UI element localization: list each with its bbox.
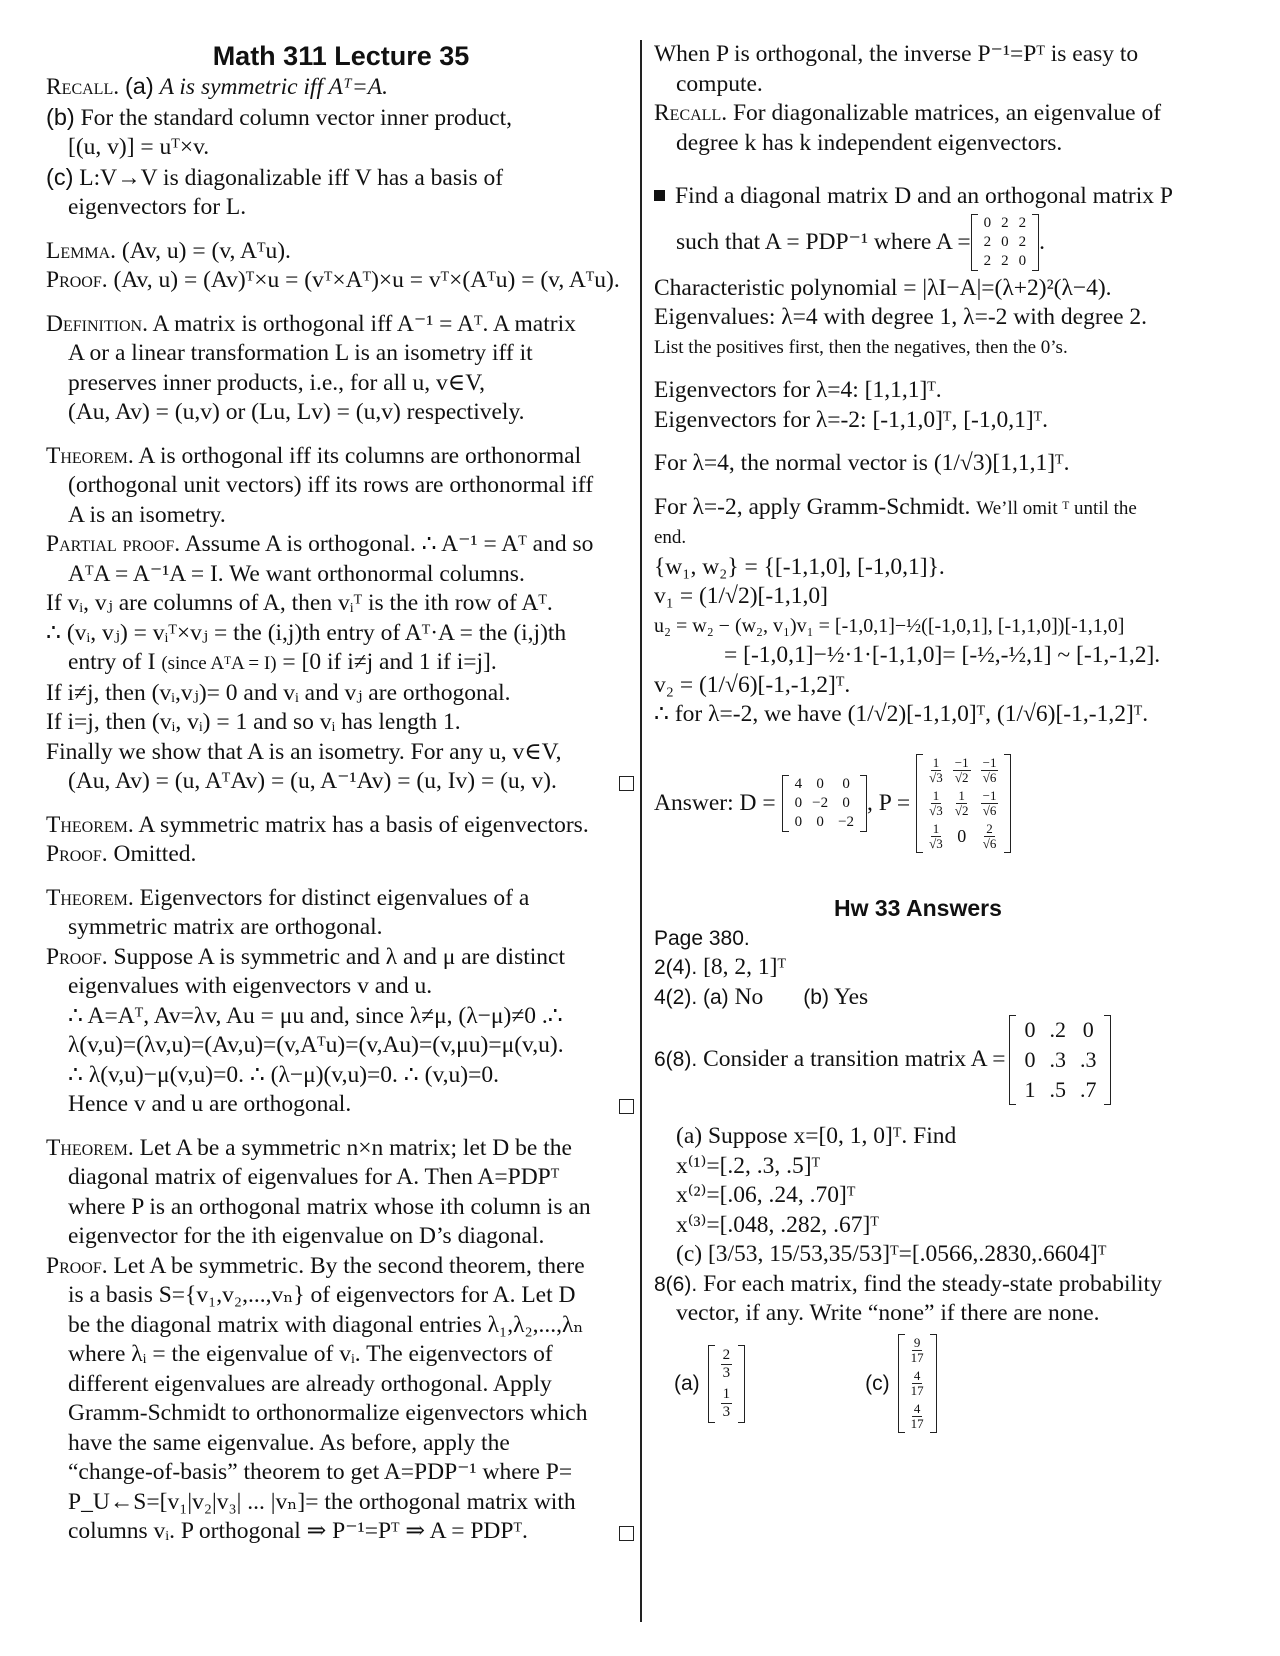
proof-line: Gramm-Schmidt to orthonormalize eigenvectors which	[68, 1400, 588, 1426]
hw-q6c: (c) [3/53, 15/53,35/53]ᵀ=[.0566,.2830,.6604]ᵀ	[676, 1241, 1107, 1267]
matrix-transition-cell: .5	[1049, 1077, 1066, 1102]
lemma: Lemma. (Av, u) = (v, Aᵀu).	[46, 237, 291, 264]
matrix-D-cell: 0	[842, 795, 850, 811]
vector-q8a-cell: $\frac{1}{3}$	[722, 1385, 731, 1420]
problem-statement: Find a diagonal matrix D and an orthogonal matrix P	[654, 182, 1254, 212]
hw-q2: 2(4). [8, 2, 1]ᵀ	[654, 954, 786, 980]
characteristic-polynomial: Characteristic polynomial = |λI−A|=(λ+2)²(λ−4).	[654, 274, 1112, 301]
proof-line: different eigenvalues are already orthogonal. Apply	[68, 1370, 552, 1397]
matrix-transition-cell: .3	[1079, 1047, 1097, 1072]
proof-line: ∴ A=Aᵀ, Av=λv, Au = μu and, since λ≠μ, (λ−μ)≠0 .∴	[68, 1002, 563, 1029]
matrix-D-cell: 0	[794, 795, 803, 811]
matrix-transition-cell: .3	[1049, 1047, 1066, 1072]
matrix-D-cell: 4	[794, 776, 803, 792]
matrix-P-cell: $\frac{2}{√6}$	[982, 821, 997, 851]
proof-line: (Au, Av) = (u, AᵀAv) = (u, A⁻¹Av) = (u, Iv) = (u, v).	[46, 767, 636, 797]
proof-line: ∴ (vᵢ, vⱼ) = vᵢᵀ×vⱼ = the (i,j)th entry of Aᵀ·A = the (i,j)th	[46, 619, 567, 646]
recall-diagonalizable: Recall. For diagonalizable matrices, an eigenvalue of	[654, 100, 1162, 126]
bullet-icon	[654, 190, 665, 201]
qed-box-icon	[619, 1099, 634, 1114]
eigenvectors-minus2: Eigenvectors for λ=-2: [-1,1,0]ᵀ, [-1,0,1]ᵀ.	[654, 406, 1049, 433]
matrix-A-cell: 0	[1001, 234, 1009, 250]
matrix-P-cell: $\frac{1}{√3}$	[929, 788, 943, 818]
left-column	[46, 40, 636, 1547]
text-line: end.	[654, 527, 687, 548]
hw-q8: 8(6). For each matrix, find the steady-state probability	[654, 1270, 1162, 1297]
proof-line: entry of I (since AᵀA = I) = [0 if i≠j and 1 if i=j].	[68, 649, 497, 675]
column-divider	[640, 40, 642, 1622]
matrix-P	[916, 754, 1011, 853]
matrix-transition-cell: .2	[1049, 1017, 1066, 1042]
proof-line: is a basis S={v₁,v₂,...,vₙ} of eigenvectors for A. Let D	[68, 1282, 576, 1308]
matrix-P-cell: $\frac{1}{√2}$	[954, 788, 969, 818]
proof-line: ∴ λ(v,u)−μ(v,u)=0. ∴ (λ−μ)(v,u)=0. ∴ (v,u)=0.	[68, 1061, 500, 1088]
v1-formula: v₁ = (1/√2)[-1,1,0]	[654, 583, 829, 609]
vector-q8c	[898, 1334, 937, 1433]
matrix-A-cell: 0	[983, 215, 992, 231]
proof-line: If vᵢ, vⱼ are columns of A, then vᵢᵀ is the ith row of Aᵀ.	[46, 590, 553, 616]
theorem-line: A is an isometry.	[68, 501, 226, 528]
proof-line: AᵀA = A⁻¹A = I. We want orthonormal columns.	[68, 560, 525, 587]
matrix-D-cell: −2	[838, 814, 855, 830]
hw-title: Hw 33 Answers	[834, 894, 1002, 921]
text-line: degree k has k independent eigenvectors.	[676, 129, 1063, 156]
matrix-transition-cell: 0	[1024, 1017, 1036, 1042]
q8c-tag: (c)	[865, 1371, 890, 1395]
v2-formula: v₂ = (1/√6)[-1,-1,2]ᵀ.	[654, 671, 851, 698]
theorem-proof: Proof. Let A be symmetric. By the second theorem, there	[46, 1252, 585, 1279]
matrix-P-cell: $\frac{-1}{√6}$	[982, 755, 997, 785]
matrix-P-cell: $\frac{1}{√3}$	[929, 821, 943, 851]
theorem-line: diagonal matrix of eigenvalues for A. Then A=PDPᵀ	[68, 1164, 560, 1190]
definition: Definition. A matrix is orthogonal iff A⁻¹ = Aᵀ. A matrix	[46, 310, 576, 337]
problem-matrix-line: such that A = PDP⁻¹ where A = 0 2 2 2 0 2 2 2 0 .	[676, 215, 1046, 269]
proof-line: “change-of-basis” theorem to get A=PDP⁻¹ where P=	[68, 1459, 573, 1485]
x2: x⁽²⁾=[.06, .24, .70]ᵀ	[676, 1182, 856, 1208]
matrix-A-cell: 2	[1001, 253, 1009, 269]
matrix-D-cell: 0	[816, 776, 824, 792]
right-column	[654, 40, 1254, 1439]
matrix-D-cell: 0	[842, 776, 850, 792]
matrix-transition	[1009, 1015, 1111, 1105]
matrix-A-cell: 2	[1001, 215, 1009, 231]
recall-c: (c) L:V→V is diagonalizable iff V has a basis of	[46, 163, 504, 191]
vector-q8c-cell: $\frac{4}{17}$	[910, 1401, 924, 1431]
matrix-A-cell: 2	[1018, 234, 1027, 250]
x1: x⁽¹⁾=[.2, .3, .5]ᵀ	[676, 1152, 821, 1179]
matrix-D-cell: −2	[812, 795, 829, 811]
theorem-line: symmetric matrix are orthogonal.	[68, 914, 383, 940]
page-title: Math 311 Lecture 35	[212, 41, 470, 71]
recall-c-cont: eigenvectors for L.	[68, 194, 247, 220]
proof-line: Finally we show that A is an isometry. For any u, v∈V,	[46, 738, 562, 765]
definition-line: preserves inner products, i.e., for all u, v∈V,	[68, 369, 486, 396]
definition-line: A or a linear transformation L is an isometry iff it	[68, 340, 533, 366]
hw-q6a: (a) Suppose x=[0, 1, 0]ᵀ. Find	[676, 1123, 957, 1149]
hw-q8-matrices	[654, 1329, 1254, 1439]
orthogonal-inverse-note: When P is orthogonal, the inverse P⁻¹=Pᵀ is easy to	[654, 41, 1139, 67]
qed-box-icon	[619, 1526, 634, 1541]
matrix-transition-cell: 0	[1082, 1017, 1094, 1042]
proof-line: where λᵢ = the eigenvalue of vᵢ. The eigenvectors of	[68, 1341, 553, 1367]
page-ref: Page 380.	[654, 926, 750, 950]
x3: x⁽³⁾=[.048, .282, .67]ᵀ	[676, 1211, 879, 1238]
proof-line: columns vᵢ. P orthogonal ⇒ P⁻¹=Pᵀ ⇒ A = PDPᵀ.	[46, 1517, 636, 1547]
matrix-A-cell: 2	[983, 253, 992, 269]
hw-q6-row	[654, 1012, 1254, 1108]
qed-box-icon	[619, 776, 634, 791]
q8a-tag: (a)	[674, 1371, 700, 1395]
proof-line: have the same eigenvalue. As before, apply the	[68, 1429, 510, 1456]
eigenvectors-4: Eigenvectors for λ=4: [1,1,1]ᵀ.	[654, 377, 942, 403]
proof-line: P_U←S=[v₁|v₂|v₃| ... |vₙ]= the orthogonal matrix with	[68, 1488, 576, 1515]
matrix-D-cell: 0	[794, 814, 803, 830]
matrix-P-cell: $\frac{-1}{√2}$	[954, 755, 969, 785]
theorem-line: where P is an orthogonal matrix whose ith column is an	[68, 1193, 591, 1220]
matrix-A-cell: 2	[1018, 215, 1027, 231]
proof-line: If i=j, then (vᵢ, vᵢ) = 1 and so vᵢ has length 1.	[46, 709, 461, 735]
lemma-proof: Proof. (Av, u) = (Av)ᵀ×u = (vᵀ×Aᵀ)×u = vᵀ×(Aᵀu) = (v, Aᵀu).	[46, 267, 620, 293]
vector-q8a-cell: $\frac{2}{3}$	[722, 1346, 731, 1381]
p-label: , P =	[867, 789, 911, 816]
theorem-orthogonal: Theorem. A is orthogonal iff its columns are orthonormal	[46, 442, 582, 469]
proof-line: If i≠j, then (vᵢ,vⱼ)= 0 and vᵢ and vⱼ are orthogonal.	[46, 679, 511, 706]
recall-a: Recall. (a) A is symmetric iff Aᵀ=A.	[46, 73, 388, 100]
proof-line: eigenvalues with eigenvectors v and u.	[68, 973, 433, 999]
u2-formula: u₂ = w₂ − (w₂, v₁)v₁ = [-1,0,1]−½([-1,0,1], [-1,1,0])[-1,1,0]	[654, 614, 1125, 637]
answer-label: Answer: D =	[654, 789, 776, 816]
matrix-transition-cell: 0	[1024, 1047, 1036, 1072]
matrix-P-cell: $\frac{-1}{√6}$	[982, 788, 997, 818]
matrix-A-cell: 0	[1018, 253, 1027, 269]
theorem-distinct-eigenvalues: Theorem. Eigenvectors for distinct eigenvalues of a	[46, 884, 530, 911]
proof-line: λ(v,u)=(λv,u)=(Av,u)=(v,Aᵀu)=(v,Au)=(v,μu)=μ(v,u).	[68, 1032, 564, 1058]
u2-simplified: = [-1,0,1]−½·1·[-1,1,0]= [-½,-½,1] ~ [-1,-1,2].	[724, 642, 1161, 668]
theorem-spectral: Theorem. Let A be a symmetric n×n matrix; let D be the	[46, 1134, 572, 1161]
eigenvector-result: ∴ for λ=-2, we have (1/√2)[-1,1,0]ᵀ, (1/√6)[-1,-1,2]ᵀ.	[654, 701, 1149, 727]
ordering-note: List the positives first, then the negatives, then the 0’s.	[654, 336, 1068, 358]
text-line: vector, if any. Write “none” if there are none.	[676, 1300, 1100, 1326]
vector-q8c-cell: $\frac{4}{17}$	[910, 1368, 924, 1398]
matrix-transition-cell: 1	[1024, 1077, 1036, 1102]
theorem-proof: Proof. Omitted.	[46, 841, 197, 867]
matrix-A-cell: 2	[983, 234, 992, 250]
theorem-proof: Proof. Suppose A is symmetric and λ and μ are distinct	[46, 943, 566, 970]
normal-vector-4: For λ=4, the normal vector is (1/√3)[1,1,1]ᵀ.	[654, 450, 1070, 476]
hw-q6: 6(8). Consider a transition matrix A =	[654, 1046, 1006, 1073]
theorem-line: eigenvector for the ith eigenvalue on D’s diagonal.	[68, 1223, 545, 1249]
vector-q8c-cell: $\frac{9}{17}$	[910, 1335, 924, 1365]
matrix-D-cell: 0	[816, 814, 824, 830]
matrix-D	[782, 775, 867, 832]
eigenvalues: Eigenvalues: λ=4 with degree 1, λ=-2 with degree 2.	[654, 304, 1148, 330]
gram-schmidt-intro: For λ=-2, apply Gramm-Schmidt. We’ll omit ᵀ until the	[654, 493, 1137, 520]
matrix-transition-cell: .7	[1079, 1077, 1097, 1102]
partial-proof: Partial proof. Assume A is orthogonal. ∴ A⁻¹ = Aᵀ and so	[46, 531, 594, 557]
w-set: {w₁, w₂} = {[-1,1,0], [-1,0,1]}.	[654, 553, 945, 580]
recall-b-formula: [(u, v)] = uᵀ×v.	[68, 134, 210, 160]
recall-b: (b) For the standard column vector inner product,	[46, 103, 512, 131]
vector-q8a	[708, 1345, 746, 1423]
definition-line: (Au, Av) = (u,v) or (Lu, Lv) = (u,v) respectively.	[68, 399, 525, 425]
theorem-line: (orthogonal unit vectors) iff its rows are orthonormal iff	[68, 472, 594, 498]
proof-line: be the diagonal matrix with diagonal entries λ₁,λ₂,...,λₙ	[68, 1311, 584, 1338]
matrix-A	[971, 214, 1040, 271]
text-line: compute.	[676, 70, 763, 97]
matrix-P-cell: $\frac{1}{√3}$	[929, 755, 943, 785]
hw-q4: 4(2). (a) No (b) Yes	[654, 983, 869, 1010]
theorem-symmetric-basis: Theorem. A symmetric matrix has a basis of eigenvectors.	[46, 811, 589, 838]
matrix-P-cell: 0	[957, 826, 967, 846]
answer-row	[654, 740, 1254, 868]
proof-line: Hence v and u are orthogonal.	[46, 1090, 636, 1120]
